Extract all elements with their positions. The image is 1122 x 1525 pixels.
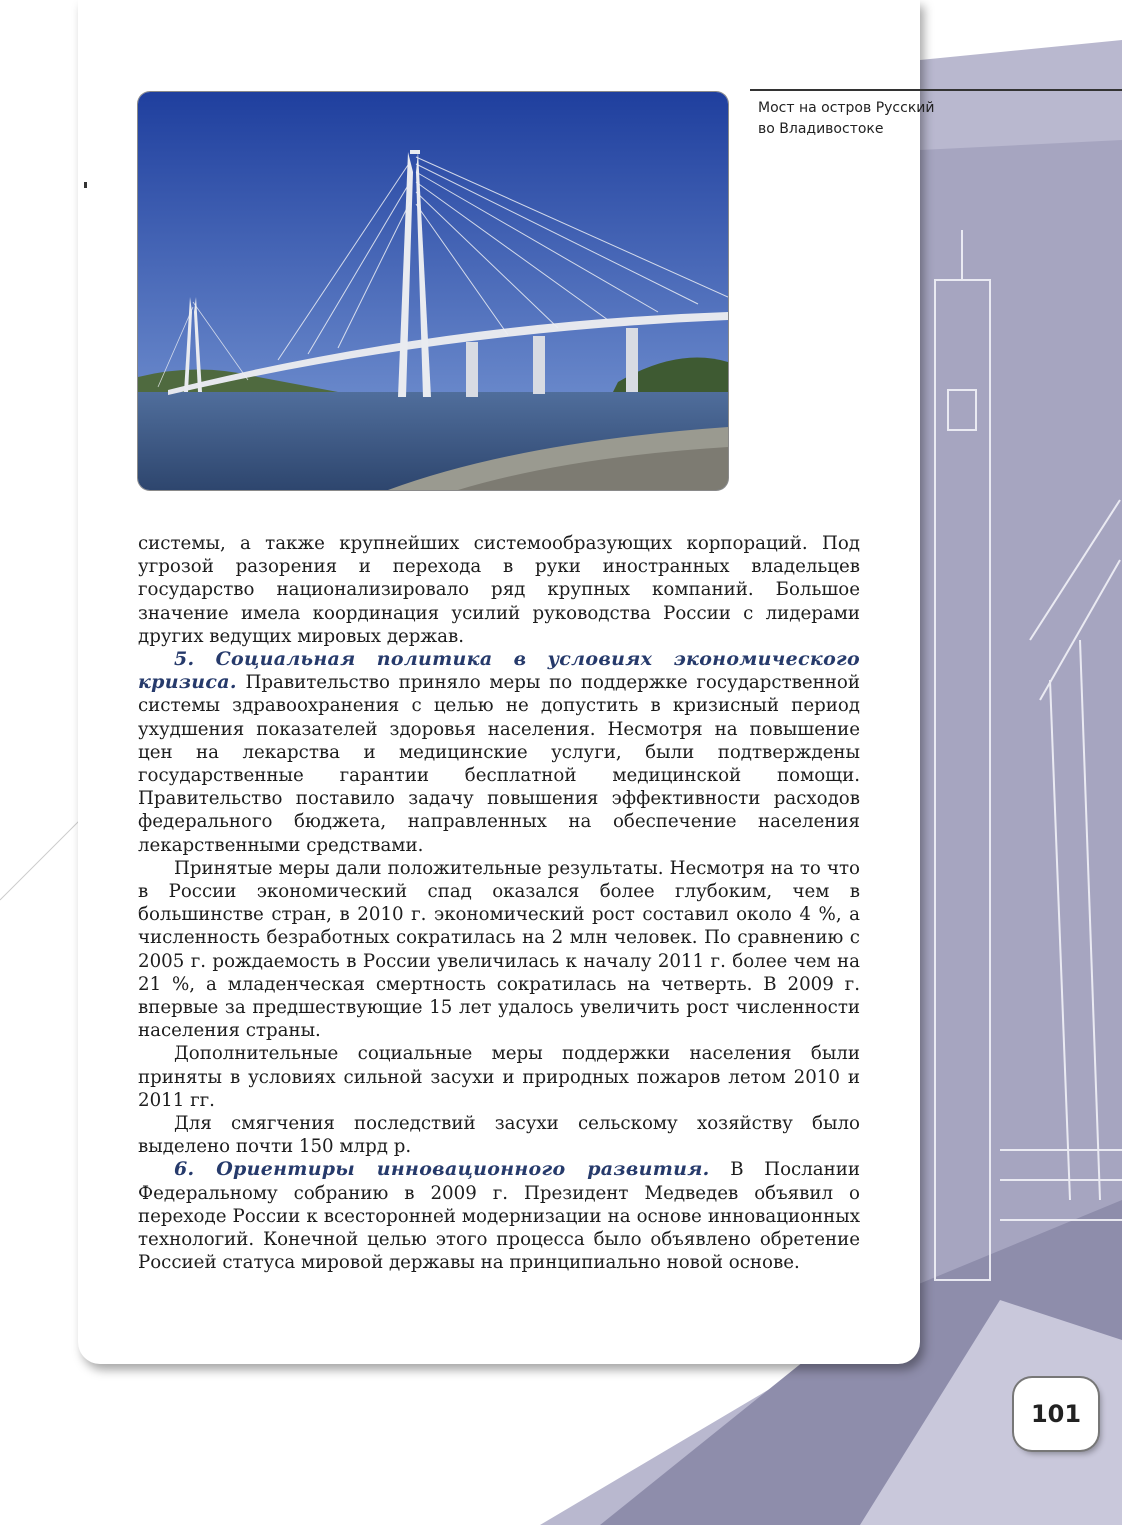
paragraph-section-6: [138, 1158, 860, 1274]
caption-line-1: Мост на остров Русский: [758, 100, 935, 116]
body-text: [138, 532, 860, 1275]
section-5-text: Правительство приняло меры по поддержке государственной системы здравоохранения с целью не допустить в кризисный период ухудшения показателей здоровья населения. Несмотря на повышение цен на лекарства и медицинские услуги, были подтверждены государственные гарантии бесплатной медицинской помощи. Правительство поставило задачу повышения эффективности расходов федерального бюджета, направленных на обеспечение населения лекарственными средствами.: [138, 672, 860, 856]
paragraph-3: Принятые меры дали положительные результаты. Несмотря на то что в России экономический спад оказался более глубоким, чем в большинстве стран, в 2010 г. экономический рост составил около 4 %, а численность безработных сократилась на 2 млн человек. По сравнению с 2005 г. рождаемость в России увеличилась к началу 2011 г. более чем на 21 %, а младенческая смертность сократилась на четверть. В 2009 г. впервые за предшествующие 15 лет удалось увеличить рост численности населения страны.: [138, 857, 860, 1042]
section-6-heading: 6. Ориентиры инновационного развития.: [174, 1158, 710, 1181]
paragraph-1: системы, а также крупнейших системообразующих корпораций. Под угрозой разорения и перехода в руки иностранных владельцев государство национализировало ряд крупных компаний. Большое значение имела координация усилий руководства России с лидерами других ведущих мировых держав.: [138, 533, 860, 647]
photo-caption: [758, 98, 1008, 140]
bridge-photo: [138, 92, 728, 490]
caption-line-2: во Владивостоке: [758, 121, 884, 137]
paragraph-4: Дополнительные социальные меры поддержки населения были приняты в условиях сильной засухи и природных пожаров летом 2010 и 2011 гг.: [138, 1043, 860, 1111]
paragraph-section-5: [138, 648, 860, 857]
section-6-text: В Послании Федеральному собранию в 2009 г. Президент Медведев объявил о переходе России к всесторонней модернизации на основе инновационных технологий. Конечной целью этого процесса было объявлено обретение Россией статуса мировой державы на принципиально новой основе.: [138, 1159, 860, 1274]
page-number: 101: [1014, 1378, 1098, 1450]
section-5-heading: 5. Социальная политика в условиях экономического кризиса.: [138, 648, 860, 694]
paragraph-5: Для смягчения последствий засухи сельскому хозяйству было выделено почти 150 млрд р.: [138, 1113, 860, 1158]
margin-mark: [84, 182, 87, 188]
caption-rule: [750, 89, 1122, 91]
